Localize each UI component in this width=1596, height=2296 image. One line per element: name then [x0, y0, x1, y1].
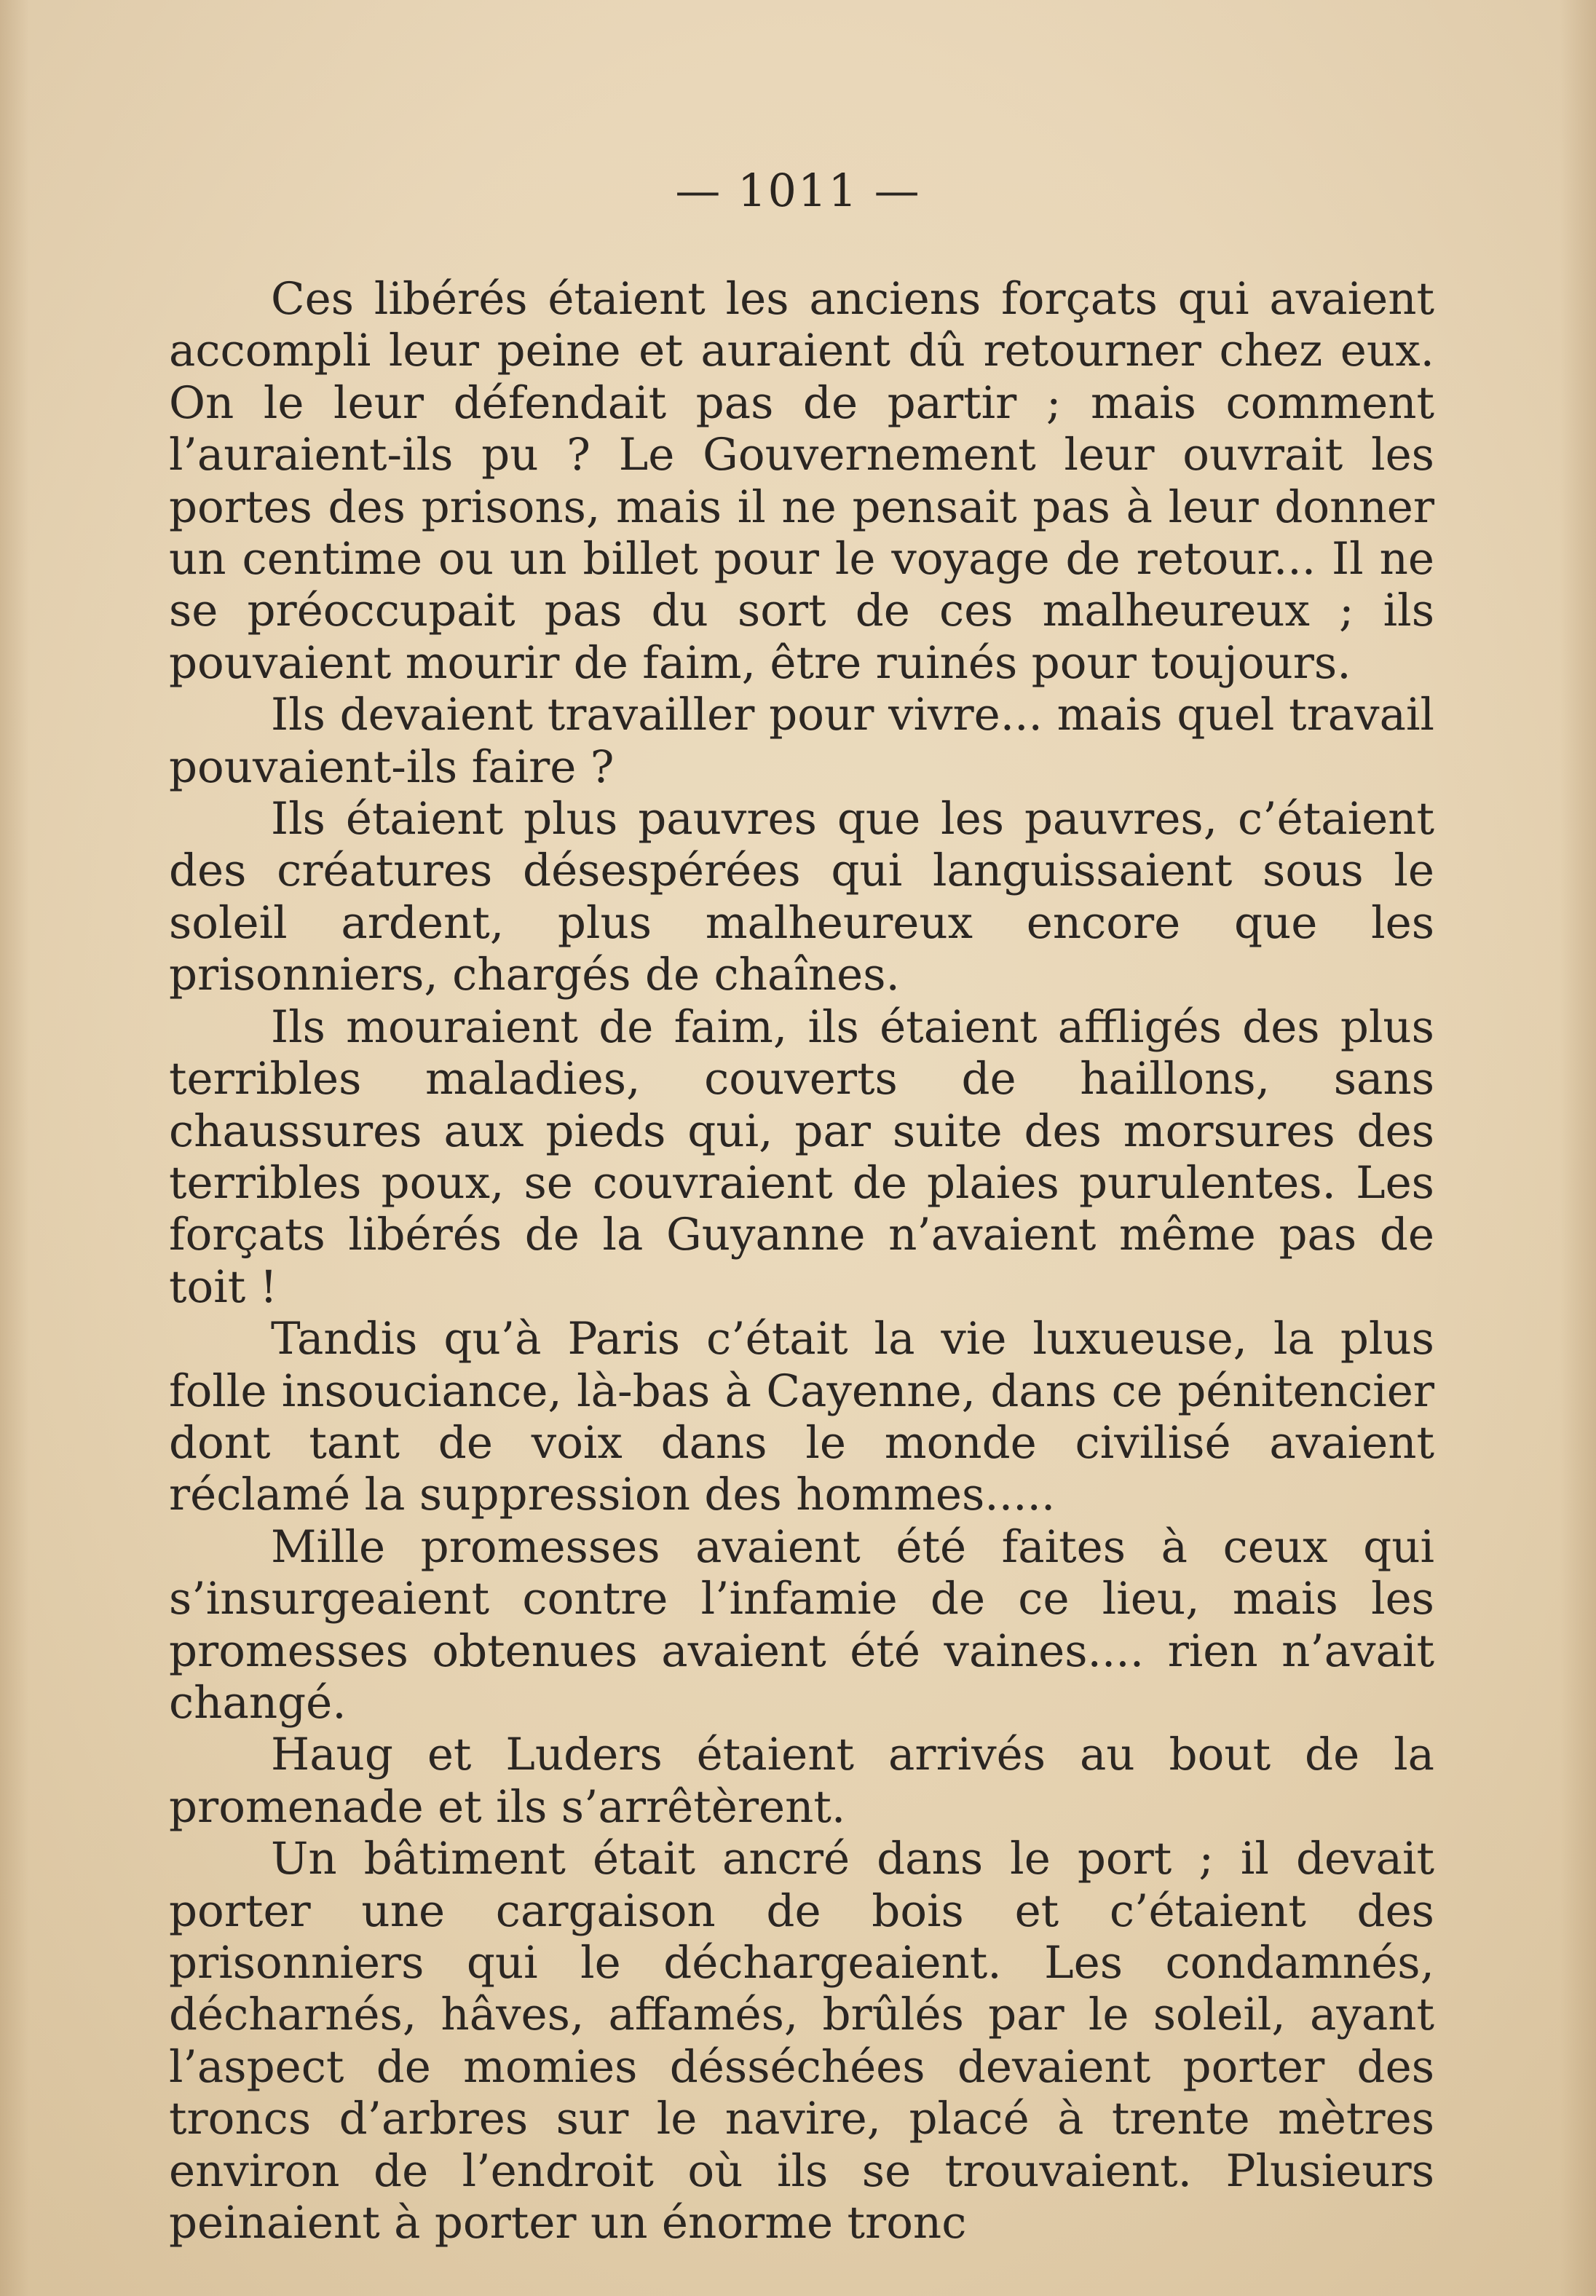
page-edge-shadow-left: [0, 0, 29, 2296]
paragraph: Mille promesses avaient été faites à ceux qui s’insurgeaient contre l’infamie de ce lieu, mais les promesses obtenues avaient été vaines.... rien n’avait changé.: [169, 1520, 1434, 1729]
paragraph: Ils étaient plus pauvres que les pauvres, c’étaient des créatures désespérées qui languissaient sous le soleil ardent, plus malheureux encore que les prisonniers, chargés de chaînes.: [169, 793, 1434, 1001]
paragraph: Ces libérés étaient les anciens forçats qui avaient accompli leur peine et auraient dû retourner chez eux. On le leur défendait pas de partir ; mais comment l’auraient-ils pu ? Le Gouvernement leur ouvrait les portes des prisons, mais il ne pensait pas à leur donner un centime ou un billet pour le voyage de retour... Il ne se préoccupait pas du sort de ces malheureux ; ils pouvaient mourir de faim, être ruinés pour toujours.: [169, 273, 1434, 689]
paragraph: Un bâtiment était ancré dans le port ; il devait porter une cargaison de bois et c’étaient des prisonniers qui le déchargeaient. Les condamnés, décharnés, hâves, affamés, brûlés par le soleil, ayant l’aspect de momies désséchées devaient porter des troncs d’arbres sur le navire, placé à trente mètres environ de l’endroit où ils se trouvaient. Plusieurs peinaient à porter un énorme tronc: [169, 1833, 1434, 2249]
paragraph: Haug et Luders étaient arrivés au bout de la promenade et ils s’arrêtèrent.: [169, 1729, 1434, 1833]
paragraph: Tandis qu’à Paris c’était la vie luxueuse, la plus folle insouciance, là-bas à Cayenne, dans ce pénitencier dont tant de voix dans le monde civilisé avaient réclamé la suppression des hommes.....: [169, 1313, 1434, 1521]
body-text: [169, 273, 1434, 2249]
paragraph: Ils devaient travailler pour vivre... mais quel travail pouvaient-ils faire ?: [169, 689, 1434, 793]
page-number: — 1011 —: [675, 164, 921, 217]
paragraph: Ils mouraient de faim, ils étaient affligés des plus terribles maladies, couverts de haillons, sans chaussures aux pieds qui, par suite des morsures des terribles poux, se couvraient de plaies purulentes. Les forçats libérés de la Guyanne n’avaient même pas de toit !: [169, 1001, 1434, 1313]
page-edge-shadow-right: [1560, 0, 1596, 2296]
